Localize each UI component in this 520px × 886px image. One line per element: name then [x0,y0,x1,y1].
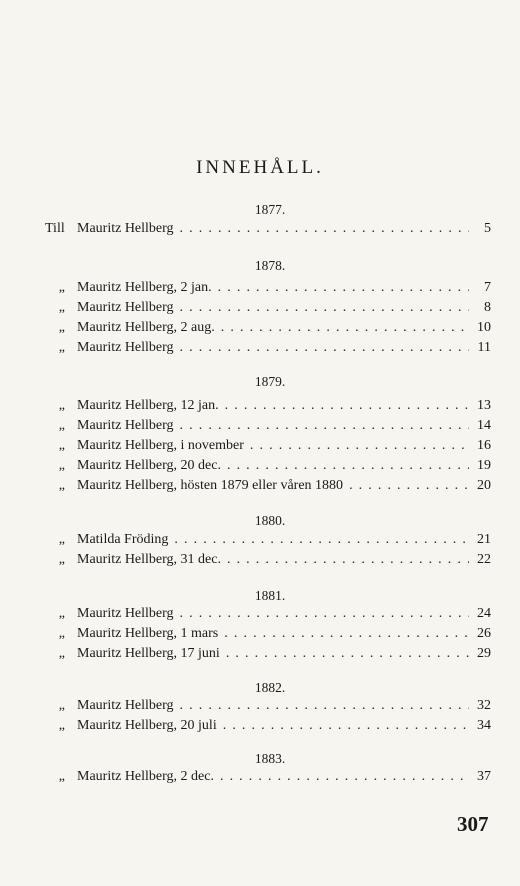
entry-prefix: „ [58,718,65,733]
entry-page-number: 29 [477,646,491,661]
toc-entry [45,300,491,318]
entry-page-number: 11 [477,340,491,355]
toc-entry [45,221,491,239]
entry-title: Mauritz Hellberg, hösten 1879 eller våren 1880 [77,478,344,493]
dot-leader [226,646,469,662]
toc-entry [45,320,491,338]
dot-leader [227,552,469,568]
entry-title: Mauritz Hellberg, 20 dec. [77,458,221,473]
entry-title: Mauritz Hellberg, 31 dec. [77,552,221,567]
entry-page-number: 5 [484,221,491,236]
dot-leader [227,458,469,474]
dot-leader [218,280,469,296]
entry-page-number: 37 [477,769,491,784]
dot-leader [349,478,469,494]
entry-title: Mauritz Hellberg, 12 jan. [77,398,219,413]
entry-title: Mauritz Hellberg [77,221,174,236]
entry-prefix: „ [58,478,65,493]
entry-prefix: „ [58,458,65,473]
dot-leader [225,398,469,414]
entry-page-number: 34 [477,718,491,733]
entry-prefix: „ [58,320,65,335]
entry-title: Mauritz Hellberg, 2 jan. [77,280,212,295]
section-year: 1878. [254,258,286,273]
dot-leader [224,626,469,642]
dot-leader [180,340,469,356]
entry-prefix: „ [58,769,65,784]
dot-leader [250,438,469,454]
entry-page-number: 13 [477,398,491,413]
toc-entry [45,606,491,624]
entry-title: Mauritz Hellberg [77,418,174,433]
entry-page-number: 20 [477,478,491,493]
entry-page-number: 7 [484,280,491,295]
toc-entry [45,418,491,436]
entry-title: Mauritz Hellberg, 20 juli [77,718,217,733]
entry-title: Mauritz Hellberg, 1 mars [77,626,219,641]
dot-leader [180,300,469,316]
dot-leader [180,418,469,434]
toc-entry [45,458,491,476]
toc-entry [45,646,491,664]
dot-leader [180,221,469,237]
page-title: INNEHÅLL. [196,157,324,178]
entry-title: Mauritz Hellberg [77,606,174,621]
dot-leader [221,320,469,336]
entry-page-number: 32 [477,698,491,713]
section-year: 1877. [254,202,286,217]
toc-entry [45,280,491,298]
entry-prefix: „ [58,626,65,641]
entry-page-number: 21 [477,532,491,547]
entry-prefix: „ [58,552,65,567]
toc-entry [45,698,491,716]
toc-entry [45,438,491,456]
entry-page-number: 26 [477,626,491,641]
entry-prefix: „ [58,300,65,315]
entry-page-number: 24 [477,606,491,621]
toc-entry [45,552,491,570]
entry-prefix: „ [58,398,65,413]
entry-title: Mauritz Hellberg [77,340,174,355]
section-year: 1880. [254,513,286,528]
entry-title: Mauritz Hellberg [77,698,174,713]
entry-page-number: 14 [477,418,491,433]
toc-entry [45,398,491,416]
toc-entry [45,478,491,496]
entry-title: Mauritz Hellberg [77,300,174,315]
toc-entry [45,718,491,736]
entry-page-number: 16 [477,438,491,453]
entry-prefix: „ [58,646,65,661]
entry-title: Matilda Fröding [77,532,169,547]
toc-entry [45,532,491,550]
entry-page-number: 8 [484,300,491,315]
entry-prefix: Till [45,221,65,236]
entry-page-number: 22 [477,552,491,567]
toc-entry [45,340,491,358]
dot-leader [180,698,469,714]
entry-prefix: „ [58,698,65,713]
dot-leader [174,532,469,548]
dot-leader [180,606,469,622]
entry-title: Mauritz Hellberg, i november [77,438,244,453]
entry-prefix: „ [58,532,65,547]
toc-entry [45,769,491,787]
toc-entry [45,626,491,644]
section-year: 1882. [254,680,286,695]
entry-title: Mauritz Hellberg, 2 dec. [77,769,214,784]
entry-page-number: 19 [477,458,491,473]
entry-prefix: „ [58,438,65,453]
page-folio-number: 307 [457,812,489,836]
entry-page-number: 10 [477,320,491,335]
entry-title: Mauritz Hellberg, 17 juni [77,646,220,661]
entry-prefix: „ [58,606,65,621]
entry-prefix: „ [58,340,65,355]
entry-prefix: „ [58,418,65,433]
entry-prefix: „ [58,280,65,295]
dot-leader [220,769,469,785]
section-year: 1883. [254,751,286,766]
section-year: 1881. [254,588,286,603]
entry-title: Mauritz Hellberg, 2 aug. [77,320,215,335]
section-year: 1879. [254,374,286,389]
dot-leader [223,718,469,734]
